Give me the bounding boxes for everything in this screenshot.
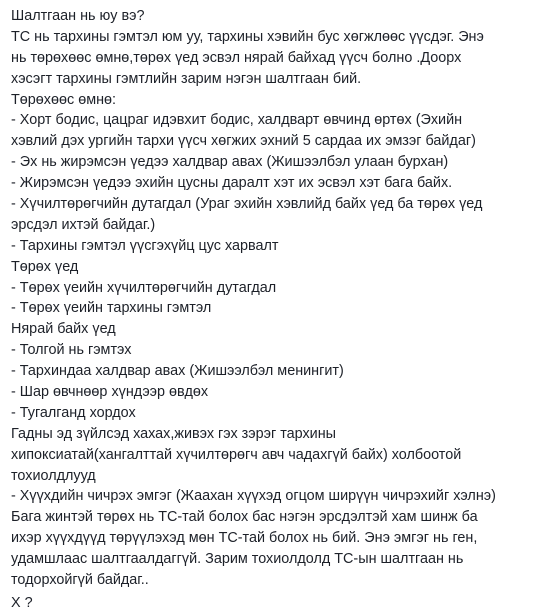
text-line: - Шар өвчнөөр хүндээр өвдөх xyxy=(11,384,209,401)
post-body xyxy=(11,6,551,614)
text-line: Төрөх үед xyxy=(11,258,79,275)
text-line: - Төрөх үеийн хүчилтөрөгчийн дутагдал xyxy=(11,279,277,296)
text-line: - Эх нь жирэмсэн үедээ халдвар авах (Жишээлбэл улаан бурхан) xyxy=(11,154,449,171)
text-line: эрсдэл ихтэй байдаг.) xyxy=(11,216,156,233)
text-line: - Хүүхдийн чичрэх эмгэг (Жаахан хүүхэд огцом ширүүн чичрэхийг хэлнэ) xyxy=(11,488,496,505)
text-line: ТС нь тархины гэмтэл юм уу, тархины хэвийн бус хөгжлөөс үүсдэг. Энэ xyxy=(11,28,484,45)
text-line: - Жирэмсэн үедээ эхийн цусны даралт хэт их эсвэл хэт бага байх. xyxy=(11,175,453,192)
text-line: ихэр хүүхдүүд төрүүлэхэд мөн ТС-тай болох нь бий. Энэ эмгэг нь ген, xyxy=(11,530,478,547)
text-line: Шалтгаан нь юу вэ? xyxy=(11,8,145,24)
text-line: - Тархины гэмтэл үүсгэхүйц цус харвалт xyxy=(11,237,279,254)
text-line: - Тугалганд хордох xyxy=(11,404,136,421)
text-line: удамшлаас шалтгаалдаггүй. Зарим тохиолдолд ТС-ын шалтгаан нь xyxy=(11,551,464,568)
text-line: хэсэгт тархины гэмтлийн зарим нэгэн шалтгаан бий. xyxy=(11,70,362,87)
text-line: - Хорт бодис, цацраг идэвхит бодис, халдварт өвчинд өртөх (Эхийн xyxy=(11,112,463,129)
text-line: хипоксиатай(хангалттай хүчилтөрөгч авч чадахгүй байх) холбоотой xyxy=(11,446,462,463)
text-line: - Хүчилтөрөгчийн дутагдал (Ураг эхийн хэвлийд байх үед ба төрөх үед xyxy=(11,196,483,213)
text-line: Төрөхөөс өмнө: xyxy=(11,91,117,108)
text-line: тохиолдлууд xyxy=(11,467,96,484)
text-line: - Толгой нь гэмтэх xyxy=(11,342,132,359)
cutoff-heading: Х ? xyxy=(11,594,33,611)
text-line: нь төрөхөөс өмнө,төрөх үед эсвэл нярай байхад үүсч болно .Доорх xyxy=(11,49,462,66)
text-line: хэвлий дэх ургийн тархи үүсч хөгжих эхний 5 сардаа их эмзэг байдаг) xyxy=(11,133,476,150)
text-line: тодорхойгүй байдаг.. xyxy=(11,572,149,589)
text-line: Нярай байх үед xyxy=(11,321,116,338)
text-line: Бага жинтэй төрөх нь ТС-тай болох бас нэгэн эрсдэлтэй хам шинж ба xyxy=(11,509,478,526)
text-line: - Тархиндаа халдвар авах (Жишээлбэл менингит) xyxy=(11,363,344,380)
text-line: - Төрөх үеийн тархины гэмтэл xyxy=(11,300,212,317)
text-line: Гадны эд зүйлсэд хахах,живэх гэх зэрэг тархины xyxy=(11,425,337,442)
